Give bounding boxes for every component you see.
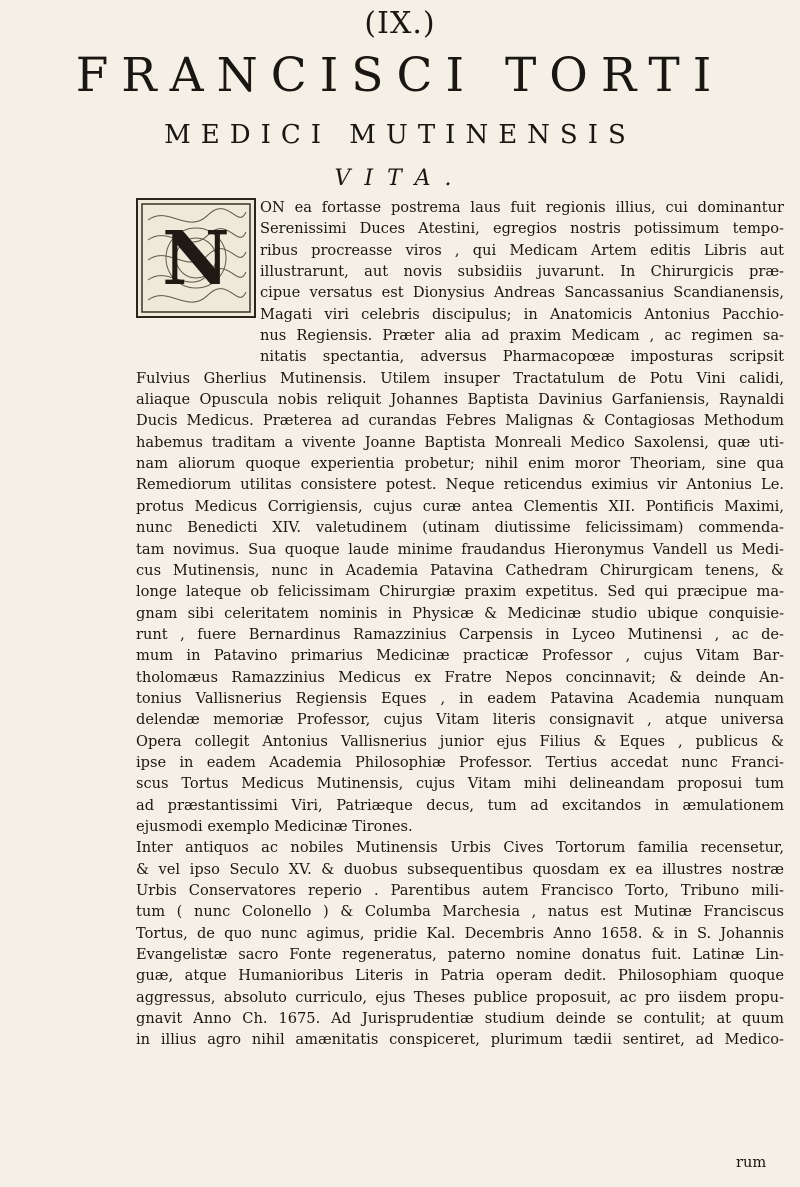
page-subtitle: MEDICI MUTINENSIS [164,120,636,150]
text-line: runt , fuere Bernardinus Ramazzinius Carpensis in Lyceo Mutinensi , ac de- [136,625,784,643]
text-line: cus Mutinensis, nunc in Academia Patavina Cathedram Chirurgicam tenens, & [136,561,784,579]
text-line: aliaque Opuscula nobis reliquit Johannes Baptista Davinius Garfaniensis, Raynaldi [136,391,784,409]
text-line: ad præstantissimi Viri, Patriæque decus, tum ad excitandos in æmulationem [136,796,784,814]
text-line: longe lateque ob felicissimam Chirurgiæ praxim expetitus. Sed qui præcipue ma- [136,583,784,601]
text-line: Serenissimi Duces Atestini, egregios nostris potissimum tempo- [260,220,784,238]
text-line: nus Regiensis. Præter alia ad praxim Medicam , ac regimen sa- [260,327,784,345]
text-line: ribus procreasse viros , qui Medicam Artem editis Libris aut [260,241,784,259]
text-line: tholomæus Ramazzinius Medicus ex Fratre Nepos concinnavit; & deinde An- [136,668,784,686]
text-line: mum in Patavino primarius Medicinæ practicæ Professor , cujus Vitam Bar- [136,647,784,665]
text-line: habemus traditam a vivente Joanne Baptista Monreali Medico Saxolensi, quæ uti- [136,433,784,451]
text-line: protus Medicus Corrigiensis, cujus curæ antea Clementis XII. Pontificis Maximi, [136,497,784,515]
text-line: guæ, atque Humanioribus Literis in Patria operam dedit. Philosophiam quoque [136,967,784,985]
text-line: Magati viri celebris discipulus; in Anatomicis Antonius Pacchio- [260,305,784,323]
text-line: gnavit Anno Ch. 1675. Ad Jurisprudentiæ studium deinde se contulit; at quum [136,1010,784,1028]
text-line: Remediorum utilitas consistere potest. Neque reticendus eximius vir Antonius Le. [136,476,784,494]
text-line: Ducis Medicus. Præterea ad curandas Febres Malignas & Contagiosas Methodum [136,412,784,430]
text-line: illustrarunt, aut novis subsidiis juvarunt. In Chirurgicis præ- [260,263,784,281]
text-line: cipue versatus est Dionysius Andreas Sancassanius Scandianensis, [260,284,784,302]
text-line: ON ea fortasse postrema laus fuit regionis illius, cui dominantur [260,199,784,216]
page-title: FRANCISCI TORTI [75,48,725,103]
page-numeral: (IX.) [364,6,436,41]
text-line: delendæ memoriæ Professor, cujus Vitam literis consignavit , atque universa [136,711,784,729]
svg-text:N: N [162,216,230,302]
catchword: rum [736,1154,767,1171]
text-line: Opera collegit Antonius Vallisnerius junior ejus Filius & Eques , publicus & [136,732,784,750]
text-line: scus Tortus Medicus Mutinensis, cujus Vitam mihi delineandam proposui tum [136,775,784,793]
text-line: Fulvius Gherlius Mutinensis. Utilem insuper Tractatulum de Potu Vini calidi, [136,369,784,387]
text-line: in illius agro nihil amænitatis conspiceret, plurimum tædii sentiret, ad Medico- [136,1031,784,1049]
text-line: nunc Benedicti XIV. valetudinem (utinam diutissime felicissimam) commenda- [136,519,784,537]
text-line: tum ( nunc Colonello ) & Columba Marchesia , natus est Mutinæ Franciscus [136,903,784,921]
text-line: tam novimus. Sua quoque laude minime fraudandus Hieronymus Vandell us Medi- [136,540,784,558]
section-heading: VITA. [334,166,466,191]
text-line: nitatis spectantia, adversus Pharmacopœæ imposturas scripsit [260,348,784,366]
body-text [136,197,784,1051]
text-line: Urbis Conservatores reperio . Parentibus autem Francisco Torto, Tribuno mili- [136,882,784,899]
text-line: aggressus, absoluto curriculo, ejus Theses publice proposuit, ac pro iisdem propu- [136,988,784,1006]
text-line: nam aliorum quoque experientia probetur; nihil enim moror Theoriam, sine qua [136,455,784,473]
text-line: gnam sibi celeritatem nominis in Physicæ & Medicinæ studio ubique conquisie- [136,604,784,622]
text-line: ipse in eadem Academia Philosophiæ Professor. Tertius accedat nunc Franci- [136,753,784,771]
text-line: Inter antiquos ac nobiles Mutinensis Urbis Cives Tortorum familia recensetur, [136,839,784,857]
text-line: Evangelistæ sacro Fonte regeneratus, paterno nomine donatus fuit. Latinæ Lin- [136,946,784,964]
text-line: Tortus, de quo nunc agimus, pridie Kal. Decembris Anno 1658. & in S. Johannis [136,924,784,942]
text-line: ejusmodi exemplo Medicinæ Tirones. [136,817,413,835]
text-line: & vel ipso Seculo XV. & duobus subsequentibus quosdam ex ea illustres nostræ [136,860,784,878]
text-line: tonius Vallisnerius Regiensis Eques , in eadem Patavina Academia nunquam [136,689,784,707]
